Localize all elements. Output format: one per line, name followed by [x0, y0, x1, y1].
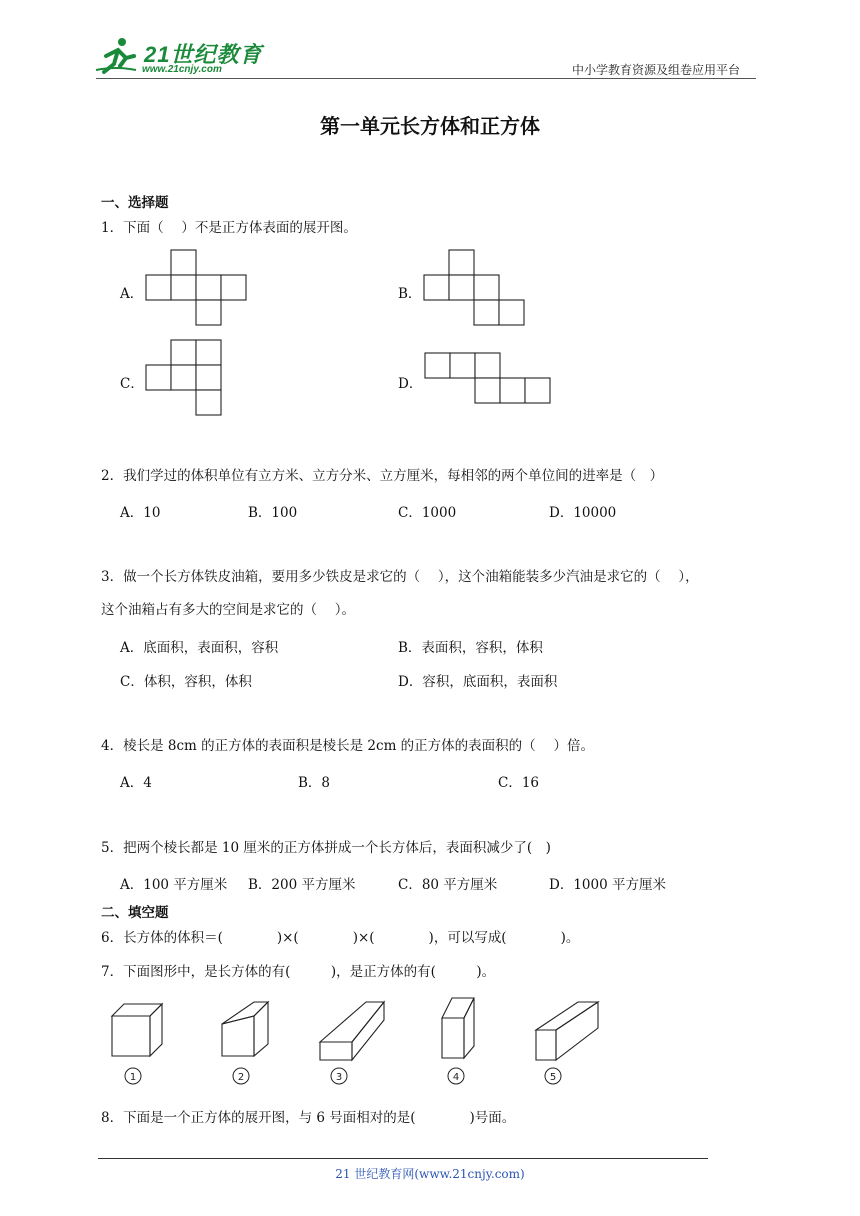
- q3-option-d: D．容积，底面积，表面积: [398, 674, 558, 690]
- svg-text:3: 3: [335, 1072, 343, 1083]
- header-rule: [96, 78, 756, 79]
- q5-option-b: B．200 平方厘米: [248, 877, 356, 893]
- question-8: 8．下面是一个正方体的展开图，与 6 号面相对的是( )号面。: [101, 1110, 516, 1126]
- q7-shape-1-cube: [110, 1000, 170, 1060]
- section-choice-heading: 一、选择题: [101, 195, 169, 211]
- question-3-line2: 这个油箱占有多大的空间是求它的（ ）。: [101, 602, 356, 618]
- question-2: 2．我们学过的体积单位有立方米、立方分米、立方厘米，每相邻的两个单位间的进率是（ ）: [101, 468, 664, 484]
- q4-option-b: B．8: [298, 775, 331, 791]
- svg-text:4: 4: [452, 1072, 460, 1083]
- q1-net-d: [425, 353, 565, 413]
- q2-option-a: A．10: [120, 505, 161, 521]
- question-5: 5．把两个棱长都是 10 厘米的正方体拼成一个长方体后，表面积减少了( ): [101, 840, 551, 856]
- q7-shape-2: [220, 1000, 280, 1060]
- question-6: 6．长方体的体积＝( )×( )×( )，可以写成( )。: [101, 930, 580, 946]
- q7-label-2: [232, 1067, 252, 1087]
- header-platform-text: 中小学教育资源及组卷应用平台: [572, 63, 741, 77]
- q7-label-3: [330, 1067, 350, 1087]
- q5-option-d: D．1000 平方厘米: [549, 877, 666, 893]
- q1-option-d-label: D．: [398, 376, 423, 392]
- q5-option-a: A．100 平方厘米: [120, 877, 228, 893]
- logo: [96, 36, 266, 76]
- question-7: 7．下面图形中，是长方体的有( )，是正方体的有( )。: [101, 964, 496, 980]
- question-1: 1．下面（ ）不是正方体表面的展开图。: [101, 220, 357, 236]
- logo-text: 21世纪教育: [144, 42, 263, 67]
- logo-url: www.21cnjy.com: [142, 64, 222, 75]
- section-fill-heading: 二、填空题: [101, 905, 169, 921]
- q1-net-c: [146, 340, 236, 420]
- q2-option-b: B．100: [248, 505, 298, 521]
- q1-option-b-label: B．: [398, 286, 422, 302]
- q7-shape-5: [534, 998, 614, 1068]
- q7-label-1: [124, 1067, 144, 1087]
- q3-option-b: B．表面积，容积，体积: [398, 640, 543, 656]
- svg-text:5: 5: [549, 1072, 557, 1083]
- q2-option-d: D．10000: [549, 505, 617, 521]
- q4-option-a: A．4: [120, 775, 152, 791]
- q7-label-4: [447, 1067, 467, 1087]
- footer-rule: [98, 1158, 708, 1159]
- svg-text:2: 2: [237, 1072, 245, 1083]
- svg-text:1: 1: [129, 1072, 137, 1083]
- page-title: 第一单元长方体和正方体: [320, 114, 540, 138]
- q7-shape-3: [318, 998, 398, 1068]
- q1-net-a: [146, 250, 256, 330]
- q4-option-c: C．16: [498, 775, 540, 791]
- q1-option-c-label: C．: [120, 376, 144, 392]
- q3-option-c: C．体积，容积，体积: [120, 674, 252, 690]
- q7-shape-4: [440, 996, 490, 1066]
- q3-option-a: A．底面积，表面积，容积: [120, 640, 279, 656]
- question-4: 4．棱长是 8cm 的正方体的表面积是棱长是 2cm 的正方体的表面积的（ ）倍。: [101, 738, 594, 754]
- runner-logo-icon: [96, 36, 136, 76]
- q2-option-c: C．1000: [398, 505, 457, 521]
- question-3-line1: 3．做一个长方体铁皮油箱，要用多少铁皮是求它的（ ），这个油箱能装多少汽油是求它的（ ），: [101, 569, 699, 585]
- q7-label-5: [544, 1067, 564, 1087]
- footer-link[interactable]: 21 世纪教育网(www.21cnjy.com): [335, 1167, 525, 1181]
- q1-net-b: [424, 250, 534, 330]
- q5-option-c: C．80 平方厘米: [398, 877, 498, 893]
- q1-option-a-label: A．: [120, 286, 144, 302]
